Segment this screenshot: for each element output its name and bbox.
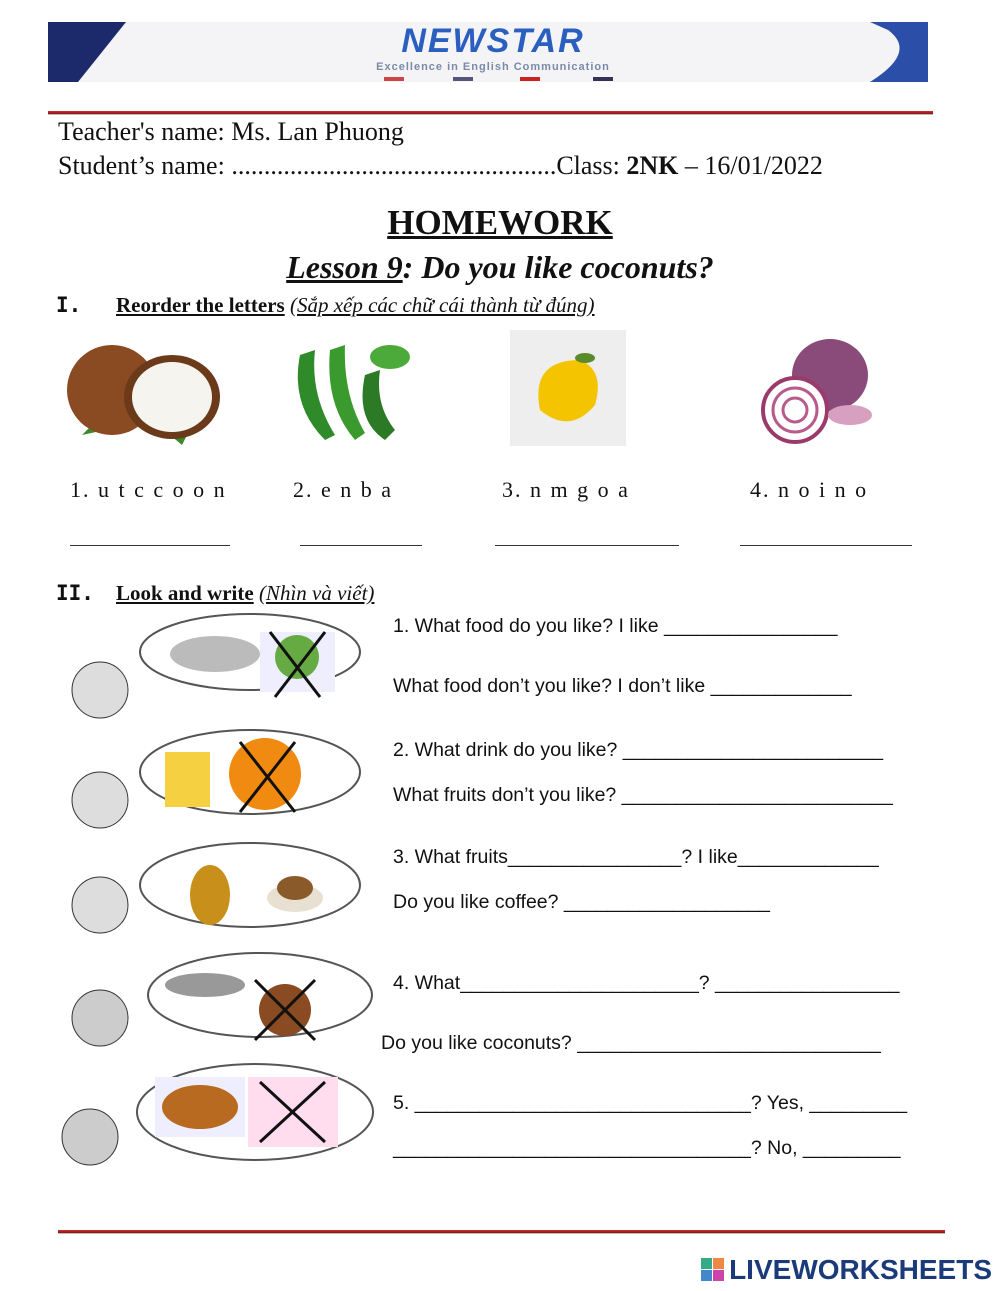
scrambled-word-2: 2. e n b a — [293, 477, 394, 502]
question-2a[interactable]: 2. What drink do you like? ________________________ — [393, 739, 884, 761]
question-2b[interactable]: What fruits don’t you like? _________________________ — [393, 784, 893, 806]
lesson-number: Lesson 9 — [286, 249, 403, 285]
section-translation: (Nhìn và viết) — [258, 581, 375, 605]
page-title: HOMEWORK — [387, 203, 613, 242]
section-1-heading — [56, 292, 595, 318]
section-label: Reorder the letters — [116, 293, 285, 317]
child-thought-row-3 — [72, 843, 360, 933]
onion-image — [755, 325, 875, 445]
question-4a[interactable]: 4. What______________________? _________________ — [393, 972, 900, 994]
header-divider — [48, 111, 933, 115]
liveworksheets-brand: LIVEWORKSHEETS — [729, 1254, 992, 1285]
child-thought-row-5 — [62, 1064, 373, 1165]
section-2-heading — [56, 580, 374, 606]
scrambled-word-3: 3. n m g o a — [502, 477, 630, 502]
class-code: 2NK — [626, 151, 679, 180]
answer-blank-4[interactable] — [740, 545, 912, 546]
footer-divider — [58, 1230, 945, 1234]
scrambled-word-4: 4. n o i n o — [750, 477, 869, 502]
question-3b[interactable]: Do you like coffee? ___________________ — [393, 891, 770, 913]
teacher-name: Teacher's name: Ms. Lan Phuong — [58, 117, 404, 146]
beans-image — [285, 335, 415, 445]
look-and-write-pictures — [60, 612, 380, 1172]
student-name-field: Student’s name: ..................................................Class: — [58, 151, 627, 180]
question-5b[interactable]: _________________________________? No, _________ — [393, 1137, 901, 1159]
date: – 16/01/2022 — [678, 151, 823, 180]
liveworksheets-icon — [701, 1258, 725, 1282]
student-line — [58, 151, 823, 181]
answer-blank-3[interactable] — [495, 545, 679, 546]
child-thought-row-1 — [72, 614, 360, 718]
question-3a[interactable]: 3. What fruits________________? I like_____________ — [393, 846, 879, 868]
header-banner — [48, 22, 928, 82]
answer-blank-2[interactable] — [300, 545, 422, 546]
newstar-logo: NEWSTAR — [401, 22, 585, 60]
coconut-image — [62, 325, 227, 455]
scrambled-word-1: 1. u t c c o o n — [70, 477, 227, 502]
question-1a[interactable]: 1. What food do you like? I like ________________ — [393, 615, 838, 637]
logo-tagline: Excellence in English Communication — [376, 61, 610, 73]
child-thought-row-2 — [72, 730, 360, 828]
lesson-topic: : Do you like coconuts? — [402, 249, 714, 285]
child-thought-row-4 — [72, 953, 372, 1046]
question-1b[interactable]: What food don’t you like? I don’t like _____________ — [393, 675, 852, 697]
question-4b[interactable]: Do you like coconuts? ____________________________ — [381, 1032, 881, 1054]
section-label: Look and write — [116, 581, 254, 605]
section-translation: (Sắp xếp các chữ cái thành từ đúng) — [289, 293, 595, 317]
section-number: II. — [56, 581, 94, 605]
lesson-title — [0, 248, 1000, 286]
section-number: I. — [56, 293, 82, 317]
mango-image — [510, 330, 626, 446]
question-5a[interactable]: 5. _______________________________? Yes, _________ — [393, 1092, 908, 1114]
answer-blank-1[interactable] — [70, 545, 230, 546]
liveworksheets-logo — [701, 1254, 992, 1286]
